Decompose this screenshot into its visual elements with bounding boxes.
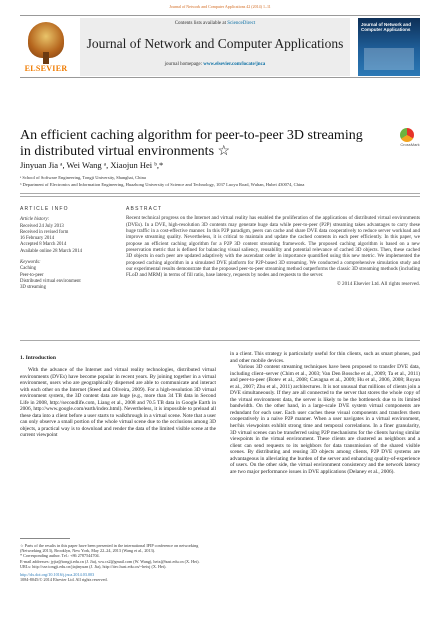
footnote-urls: URLs: http://sse.tongji.edu.cn/jiajinyuan (J. Jia), http://itec.hust.edu.cn/~heixj (X. Hei). xyxy=(20,563,167,569)
journal-masthead xyxy=(20,15,420,78)
divider-bottom xyxy=(20,340,420,341)
footnotes xyxy=(20,538,216,582)
keyword-item: Caching xyxy=(20,266,36,272)
abstract-copyright: © 2014 Elsevier Ltd. All rights reserved. xyxy=(336,280,420,287)
issn-line: 1084-8045/© 2014 Elsevier Ltd. All rights reserved. xyxy=(20,577,108,583)
abstract-heading: ABSTRACT xyxy=(126,206,163,212)
crossmark-label: CrossMark xyxy=(400,142,420,147)
history-label: Article history: xyxy=(20,217,50,223)
journal-cover-thumbnail[interactable] xyxy=(358,18,420,76)
divider-top xyxy=(20,193,420,194)
affiliation-a: ᵃ School of Software Engineering, Tongji University, Shanghai, China xyxy=(20,175,146,180)
journal-title: Journal of Network and Computer Applications xyxy=(86,36,344,51)
intro-paragraph-1: With the advance of the Internet and virtual reality technologies, distributed virtual environments (DVEs) have become popular in recent years. By joining together in a virtual environment, users who are geographically dispersed are able to communicate and interact with each other on the Internet (Steed and Oliveira, 2009). For a high-resolution 3D virtual environment system, the 3D content data are huge (e.g., more than 34 TB data in Second Life in 2008, http://secondlife.com, Liang et al., 2008 and 70.5 TB data in Google Earth in 2006, http://www.google.com/earth/index.html). Nevertheless, it is impossible to preload all these data into a client before a user starts to walkthrough in a virtual scene. Note that a user can only observe a small portion of the whole virtual scene due to the occlusions among 3D objects, a practical way is to download and render the data of the limited visible scene at the current viewpoint xyxy=(20,367,216,439)
title-line-1: An efficient caching algorithm for peer-to-peer 3D streaming xyxy=(20,128,363,143)
section-heading-introduction: 1. Introduction xyxy=(20,355,56,361)
homepage-link[interactable]: www.elsevier.com/locate/jnca xyxy=(203,62,266,67)
history-online: Available online 28 March 2014 xyxy=(20,248,82,254)
keyword-item: 3D streaming xyxy=(20,285,46,291)
keyword-item: Peer-to-peer xyxy=(20,272,44,278)
contents-prefix: Contents lists available at xyxy=(174,21,228,26)
crossmark-badge[interactable] xyxy=(400,128,420,148)
homepage-line xyxy=(80,62,350,67)
tree-trunk xyxy=(43,52,49,64)
history-revised-date: 16 February 2014 xyxy=(20,236,55,242)
cover-title: Journal of Network and Computer Applications xyxy=(361,22,412,33)
elsevier-logo xyxy=(20,18,72,76)
contents-line xyxy=(80,21,350,26)
author-list: Jinyuan Jia ᵃ, Wei Wang ᵃ, Xiaojun Hei ᵇ,* xyxy=(20,160,164,170)
abstract xyxy=(126,206,420,287)
article-info-heading: ARTICLE INFO xyxy=(20,206,69,212)
history-revised: Received in revised form xyxy=(20,229,69,235)
abstract-text: Recent technical progress on the Internet and virtual reality has enabled the proliferation of the applications of distributed virtual environments (DVEs). In a DVE, high-resolution 3D contents may generate huge data while peer-to-peer (P2P) streaming takes advantages to carry these huge traffic in a cost-effective manner. In this P2P paradigm, peers can cache and share DVE data cooperatively to reduce server workload and improve streaming quality. Nevertheless, it is critical to maintain and update the cached contents in each peer efficiently. In this paper, we propose an efficient caching algorithm for a P2P 3D content streaming framework. The proposed caching algorithm is based on a new preservation metric that is defined for balancing visual saliency, reusability and potential relevance of cached 3D objects. Then, these cached 3D objects in each peer are updated adaptively with the ascendant order in importance quantified using this new metric. We implemented the proposed caching algorithm in a simulated DVE platform for P2P-based 3D streaming. We conducted a comprehensive simulation study and our experimental results demonstrate that the proposed peer-to-peer streaming method outperforms the classic 3D streaming methods (including FLoD and MRM) in terms of fill ratio, base latency, requests by nodes and requests to the server. xyxy=(126,215,420,279)
publisher-name: ELSEVIER xyxy=(24,64,68,73)
article-title xyxy=(20,128,390,159)
masthead-center xyxy=(80,18,350,76)
intro-paragraph-2: Various 3D content streaming techniques have been proposed to transfer DVE data, including client–server (Chim et al., 2003; Van Den Bossche et al., 2009; Ta et al., 2011) and peer-to-peer (Botev et al., 2008; Cavagna et al., 2009; Hu et al., 2006, 2008; Royan et al., 2007; Zhu et al., 2011) architectures. It is not unusual that millions of clients join a DVE simultaneously. If they are all connected to the server that stores the whole copy of the virtual environment data, the server is likely to be the bottleneck due to its limited bandwidth. On the other hand, in a large-scale DVE system virtual components are redundant for each user. Each user caches these visual components and transfers them cooperatively in a naive P2P manner. When a user navigates in a virtual environment, her/his viewpoints exhibit strong time and temporal correlations. In a finer granularity, 3D virtual scenes can be transferred using P2P mechanisms for the clients having similar viewpoints in the virtual environment. These clients are clustered as neighbors and a client can send requests to its neighbors for data transmission of the shared visible scenes. By distributing and reusing 3D objects among clients, P2P DVE systems are advantageous in alleviating the burden of the server and enhancing quality-of-experience of users. On the other side, the virtual environment consistency and the network latency are two major performance issues in DVE applications (Delaney et al., 2006). xyxy=(230,364,420,475)
sciencedirect-link[interactable]: ScienceDirect xyxy=(227,21,256,26)
keyword-item: Distributed virtual environment xyxy=(20,278,81,284)
article-info xyxy=(20,206,120,292)
cover-graphic xyxy=(364,48,414,70)
keywords-label: Keywords: xyxy=(20,260,41,266)
divider-top-2 xyxy=(20,196,420,197)
body-column-left xyxy=(20,367,216,439)
title-line-2: in distributed virtual environments ☆ xyxy=(20,143,231,159)
affiliation-b: ᵇ Department of Electronics and Information Engineering, Huazhong University of Science and Technology, 1037 Luoyu Road, Wuhan, Hubei 430074, China xyxy=(20,182,305,187)
crossmark-icon xyxy=(400,128,414,142)
footnote-star: ☆ Parts of the results in this paper have been presented in the international IFIP conference on networking (Networking 2013), Brooklyn, New York, May 22–24, 2013 (Wang et al., 2013). xyxy=(20,543,199,554)
footnote-separator xyxy=(20,538,70,539)
keywords-block xyxy=(20,260,120,291)
homepage-prefix: journal homepage: xyxy=(164,62,204,67)
journal-reference: Journal of Network and Computer Applications 42 (2014) 1–11 xyxy=(169,4,271,9)
history-received: Received 24 July 2013 xyxy=(20,223,64,229)
history-accepted: Accepted 8 March 2014 xyxy=(20,242,67,248)
intro-paragraph-continued: in a client. This strategy is particularly useful for thin clients, such as smart phones, pad and other mobile devices. xyxy=(230,351,420,364)
doi-link[interactable]: http://dx.doi.org/10.1016/j.jnca.2014.03.003 xyxy=(20,572,95,578)
footnote-corresponding: * Corresponding author. Tel.: +86 2787544704. xyxy=(20,553,100,559)
footnote-emails: E-mail addresses: jyjia@tongji.edu.cn (J. Jia), ww.cs2@gmail.com (W. Wang), heix@hust.edu.cn (X. Hei). xyxy=(20,558,200,564)
body-column-right xyxy=(230,351,420,475)
